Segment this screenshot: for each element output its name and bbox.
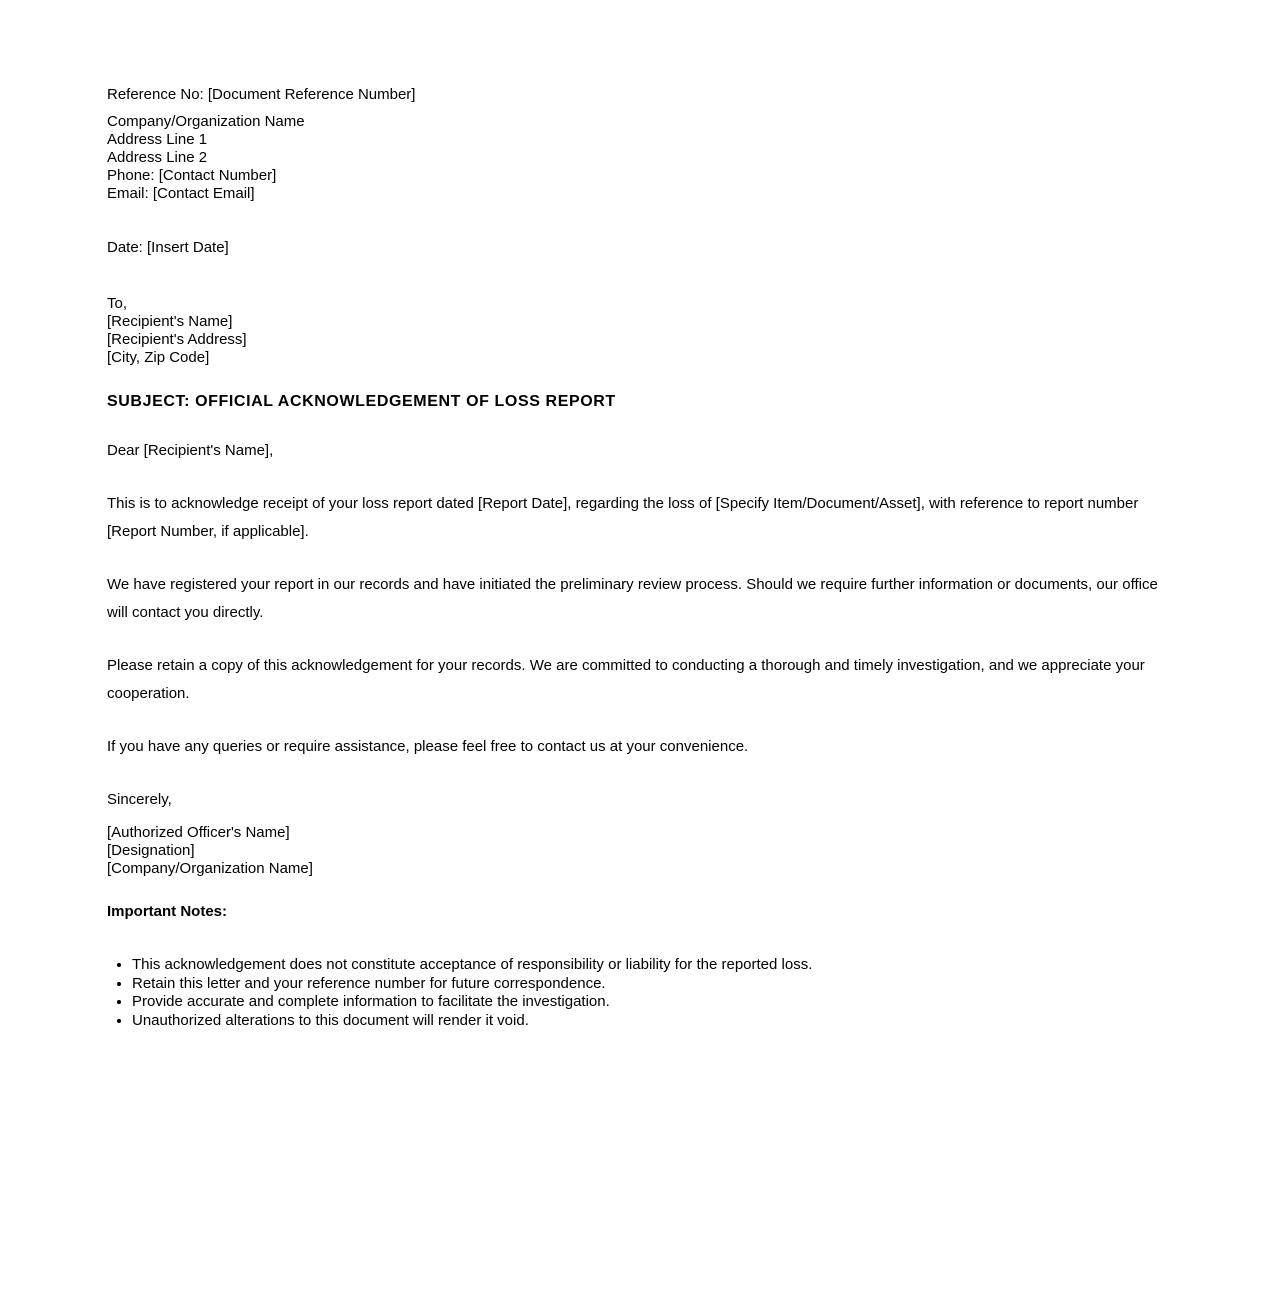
sender-address-block (107, 113, 1158, 203)
recipient-name-line: [Recipient's Name] (107, 313, 233, 330)
sender-email-line: Email: [Contact Email] (107, 185, 255, 202)
sender-company-name: Company/Organization Name (107, 113, 305, 130)
important-notes-list (107, 956, 1158, 1030)
body-paragraph-acknowledgement: This is to acknowledge receipt of your loss report dated [Report Date], regarding the loss of [Specify Item/Document/Asset], with reference to report number [Report Number, if applicable]. (107, 495, 1139, 540)
sender-address-line-2: Address Line 2 (107, 149, 208, 166)
closing-line: Sincerely, (107, 791, 172, 808)
important-notes-heading: Important Notes: (107, 903, 227, 920)
recipient-address-block (107, 295, 1158, 367)
recipient-address-line: [Recipient's Address] (107, 331, 247, 348)
signature-officer-name: [Authorized Officer's Name] (107, 824, 290, 841)
salutation: Dear [Recipient's Name], (107, 442, 274, 459)
note-item-accurate-info: • Provide accurate and complete information to facilitate the investigation. (132, 993, 1158, 1012)
subject-line: SUBJECT: OFFICIAL ACKNOWLEDGEMENT OF LOSS REPORT (107, 393, 616, 410)
body-paragraph-queries: If you have any queries or require assistance, please feel free to contact us at your convenience. (107, 738, 749, 755)
signature-designation: [Designation] (107, 842, 195, 859)
signature-company-name: [Company/Organization Name] (107, 860, 313, 877)
sender-phone-line: Phone: [Contact Number] (107, 167, 277, 184)
recipient-city-zip-line: [City, Zip Code] (107, 349, 210, 366)
body-paragraph-registered: We have registered your report in our records and have initiated the preliminary review process. Should we require further information or documents, our office will contact you directly. (107, 576, 1158, 621)
note-item-alterations: • Unauthorized alterations to this document will render it void. (132, 1012, 1158, 1031)
note-item-retain-letter: • Retain this letter and your reference number for future correspondence. (132, 975, 1158, 994)
sender-address-line-1: Address Line 1 (107, 131, 208, 148)
body-paragraph-retain-copy: Please retain a copy of this acknowledgement for your records. We are committed to conducting a thorough and timely investigation, and we appreciate your cooperation. (107, 657, 1145, 702)
note-item-liability: • This acknowledgement does not constitute acceptance of responsibility or liability for the reported loss. (132, 956, 1158, 975)
date-line: Date: [Insert Date] (107, 239, 229, 256)
signature-block (107, 824, 1158, 878)
recipient-to-line: To, (107, 295, 128, 312)
reference-number-line: Reference No: [Document Reference Number] (107, 86, 416, 103)
